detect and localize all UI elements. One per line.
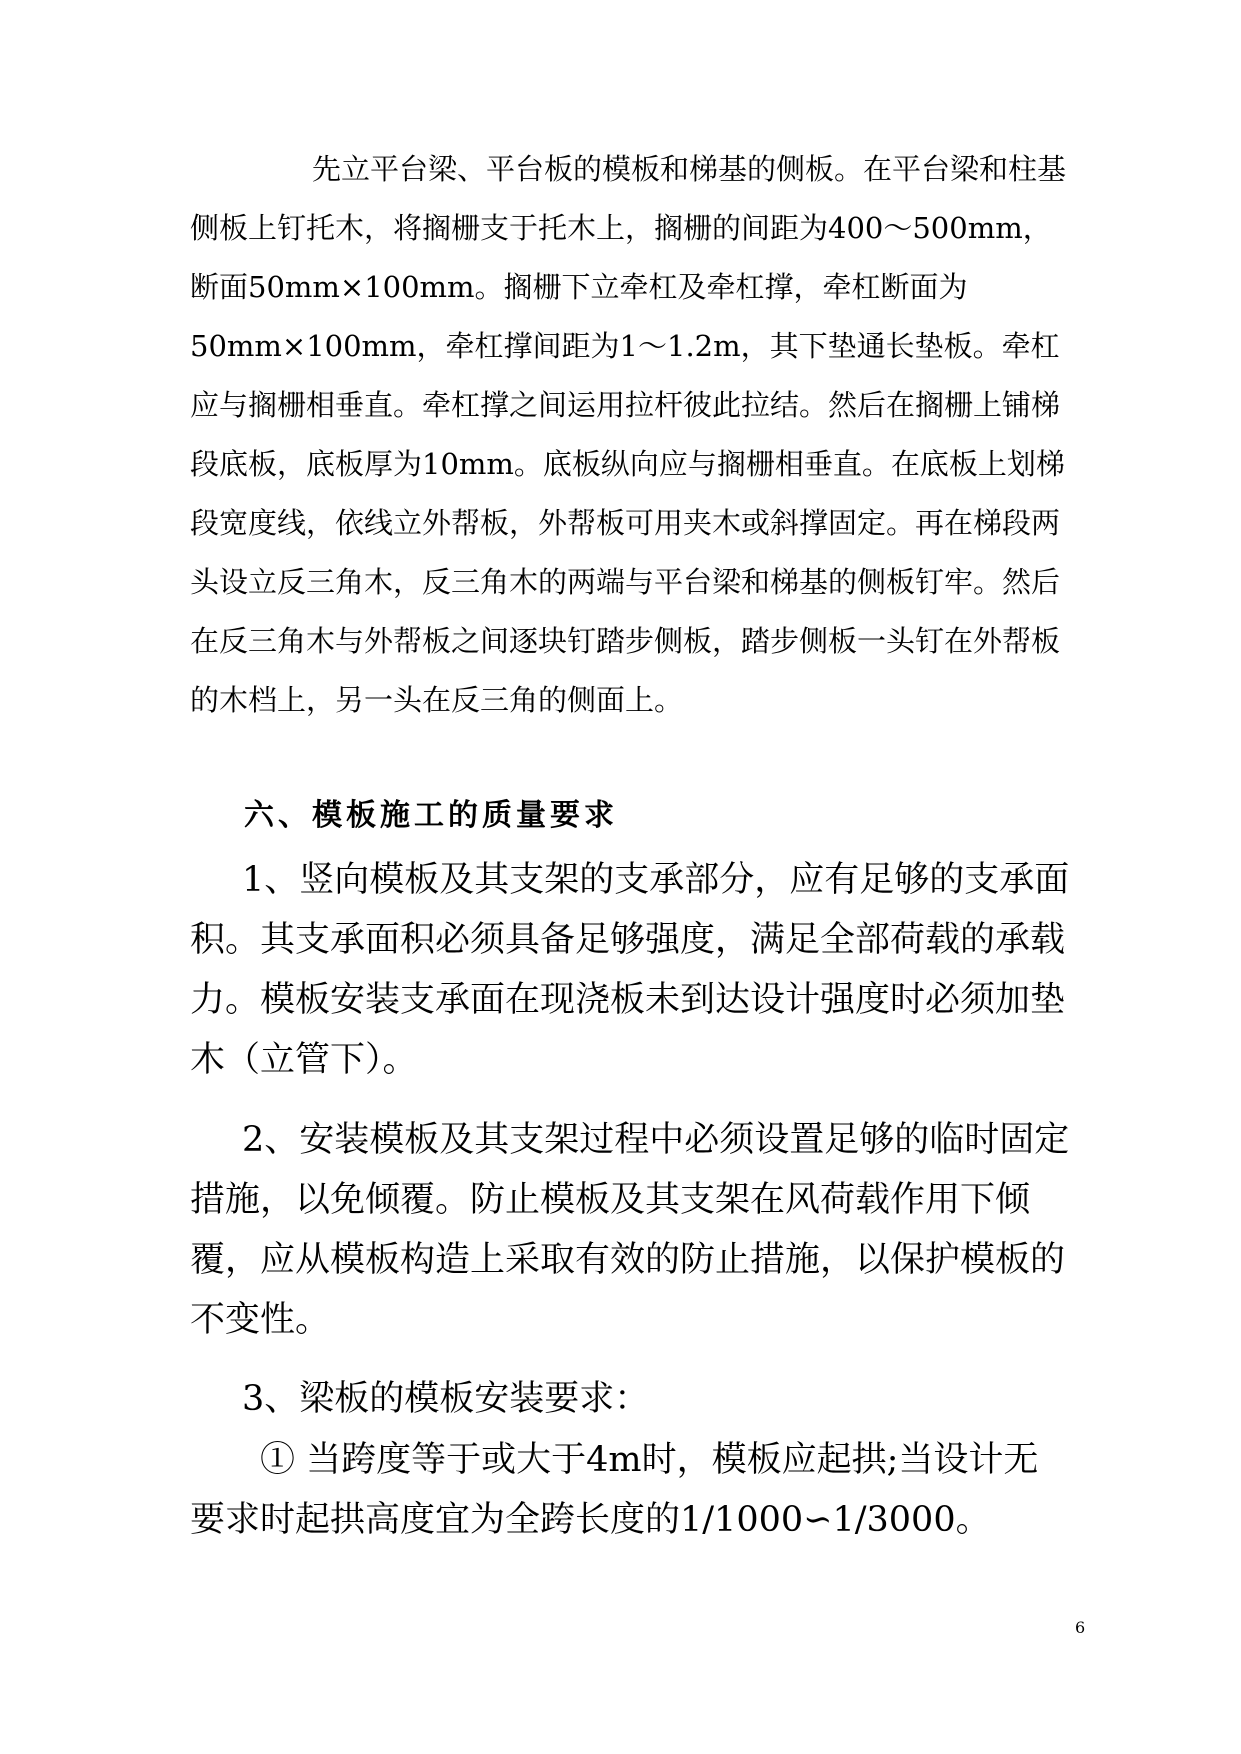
list-item: 1、竖向模板及其支架的支承部分，应有足够的支承面积。其支承面积必须具备足够强度，满足全部荷载的承载力。模板安装支承面在现浇板未到达设计强度时必须加垫木（立管下）。	[190, 860, 1070, 1080]
sub-list-item: ① 当跨度等于或大于4m时，模板应起拱;当设计无要求时起拱高度宜为全跨长度的1/1000∽1/3000。	[190, 1440, 1039, 1540]
section-heading: 六、模板施工的质量要求	[244, 798, 618, 833]
list-item: 2、安装模板及其支架过程中必须设置足够的临时固定措施，以免倾覆。防止模板及其支架在风荷载作用下倾覆，应从模板构造上采取有效的防止措施，以保护模板的不变性。	[190, 1120, 1070, 1340]
page-number: 6	[1075, 1618, 1086, 1637]
paragraph-stair-formwork: 先立平台梁、平台板的模板和梯基的侧板。在平台梁和柱基侧板上钉托木，将搁栅支于托木上，搁栅的间距为400～500mm，断面50mm×100mm。搁栅下立牵杠及牵杠撑，牵杠断面为50mm×100mm，牵杠撑间距为1～1.2m，其下垫通长垫板。牵杠应与搁栅相垂直。牵杠撑之间运用拉杆彼此拉结。然后在搁栅上铺梯段底板，底板厚为10mm。底板纵向应与搁栅相垂直。在底板上划梯段宽度线，依线立外帮板，外帮板可用夹木或斜撑固定。再在梯段两头设立反三角木，反三角木的两端与平台梁和梯基的侧板钉牢。然后在反三角木与外帮板之间逐块钉踏步侧板，踏步侧板一头钉在外帮板的木档上，另一头在反三角的侧面上。	[190, 152, 1067, 717]
list-item: 3、梁板的模板安装要求：	[242, 1379, 650, 1419]
